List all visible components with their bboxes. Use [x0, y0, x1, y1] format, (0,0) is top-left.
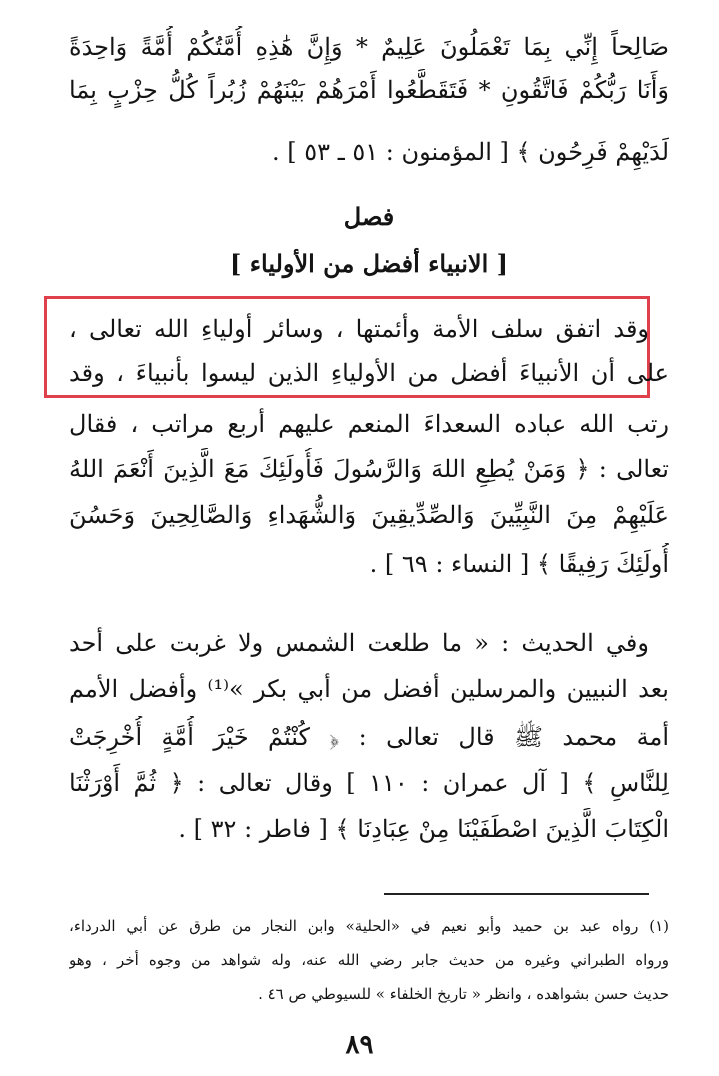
para3-line-3: أمة محمد ﷺ قال تعالى : ﴿ كُنْتُمْ خَيْرَ أُمَّةٍ أُخْرِجَتْ — [69, 723, 669, 751]
top-line-3: لَدَيْهِمْ فَرِحُون ﴾ [ المؤمنون : ٥١ ـ ٥٣ ] . — [272, 138, 669, 166]
para2-line-1: رتب الله عباده السعداءَ المنعم عليهم أربع مراتب ، فقال — [69, 410, 669, 438]
para3-line-1: وفي الحديث : « ما طلعت الشمس ولا غربت على أحد — [69, 629, 649, 657]
page-number: ٨٩ — [345, 1030, 374, 1060]
footnote-line-3: حديث حسن بشواهده ، وانظر « تاريخ الخلفاء » للسيوطي ص ٤٦ . — [258, 985, 669, 1003]
para3-line-2: بعد النبيين والمرسلين أفضل من أبي بكر »⁽¹⁾ وأفضل الأمم — [69, 675, 669, 703]
highlighted-line-2: على أن الأنبياءَ أفضل من الأولياءِ الذين ليسوا بأنبياءَ ، وقد — [69, 359, 669, 387]
highlighted-line-1: وقد اتفق سلف الأمة وأئمتها ، وسائر أولياءِ الله تعالى ، — [69, 315, 649, 343]
section-subtitle: [ الانبياء أفضل من الأولياء ] — [230, 249, 508, 278]
section-title: فصل — [343, 202, 395, 231]
para2-line-4: أُولَئِكَ رَفِيقًا ﴾ [ النساء : ٦٩ ] . — [369, 550, 669, 578]
footnote-divider — [384, 893, 649, 895]
para2-line-2: تعالى : ﴿ وَمَنْ يُطِعِ اللهَ وَالرَّسُولَ فَأُولَئِكَ مَعَ الَّذِينَ أَنْعَمَ اللهُ — [69, 455, 669, 483]
footnote-line-2: ورواه الطبراني وغيره من حديث جابر رضي الله عنه، وله شواهد من وجوه أخر ، وهو — [69, 951, 669, 969]
para3-line-4: لِلنَّاسِ ﴾ [ آل عمران : ١١٠ ] وقال تعالى : ﴿ ثُمَّ أَوْرَثْنَا — [69, 769, 669, 797]
top-line-2: وَأَنَا رَبُّكُمْ فَاتَّقُونِ * فَتَقَطَّعُوا أَمْرَهُمْ بَيْنَهُمْ زُبُراً كُلُّ حِزْبٍ بِمَا — [69, 76, 669, 104]
para3-line-5: الْكِتَابَ الَّذِينَ اصْطَفَيْنَا مِنْ عِبَادِنَا ﴾ [ فاطر : ٣٢ ] . — [178, 815, 669, 843]
footnote-line-1: (١) رواه عبد بن حميد وأبو نعيم في «الحلية» وابن النجار من طرق عن أبي الدرداء، — [69, 917, 669, 935]
top-line-1: صَالِحاً إِنِّي بِمَا تَعْمَلُونَ عَلِيمٌ * وَإِنَّ هَٰذِهِ أُمَّتُكُمْ أُمَّةً وَاحِدَةً — [69, 33, 669, 61]
para2-line-3: عَلَيْهِمْ مِنَ النَّبِيِّينَ وَالصِّدِّيقِينَ وَالشُّهَداءِ وَالصَّالِحِينَ وَحَسُنَ — [69, 501, 669, 529]
